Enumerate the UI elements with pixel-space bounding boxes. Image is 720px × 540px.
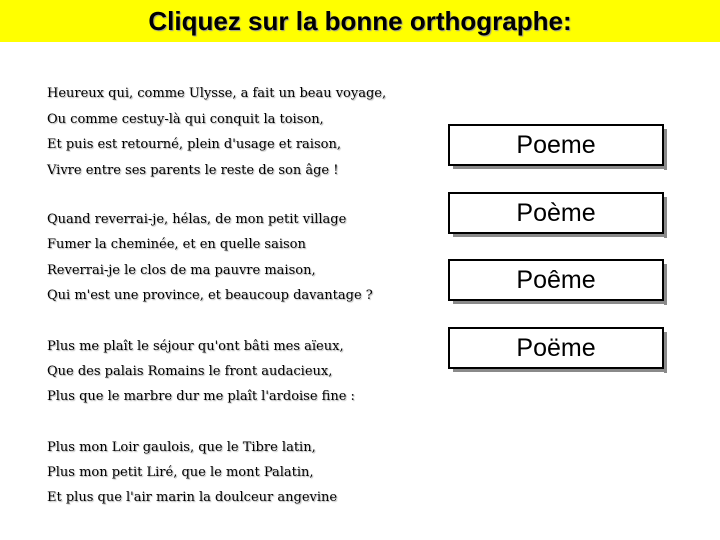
- choice-button-poeme-grave[interactable]: Poème: [448, 192, 664, 234]
- page-title: Cliquez sur la bonne orthographe:: [148, 5, 572, 36]
- choice-button-poeme-diaeresis[interactable]: Poëme: [448, 327, 664, 369]
- poem-line: Vivre entre ses parents le reste de son âge !: [47, 163, 339, 178]
- choice-button-poeme[interactable]: Poeme: [448, 124, 664, 166]
- poem-line: Et puis est retourné, plein d'usage et raison,: [47, 137, 341, 152]
- poem-line: Reverrai-je le clos de ma pauvre maison,: [47, 263, 316, 278]
- poem-line: Que des palais Romains le front audacieux,: [47, 364, 333, 379]
- poem-line: Quand reverrai-je, hélas, de mon petit village: [47, 212, 347, 227]
- poem-line: Plus mon Loir gaulois, que le Tibre latin,: [47, 440, 316, 455]
- choice-button-poeme-circumflex[interactable]: Poême: [448, 259, 664, 301]
- poem-line: Plus que le marbre dur me plaît l'ardoise fine :: [47, 389, 355, 404]
- poem-line: Ou comme cestuy-là qui conquit la toison,: [47, 112, 324, 127]
- poem-line: Plus me plaît le séjour qu'ont bâti mes aïeux,: [47, 339, 344, 354]
- poem-line: Heureux qui, comme Ulysse, a fait un beau voyage,: [47, 86, 387, 101]
- poem-line: Et plus que l'air marin la doulceur angevine: [47, 490, 338, 505]
- poem-line: Qui m'est une province, et beaucoup davantage ?: [47, 288, 373, 303]
- poem-line: Plus mon petit Liré, que le mont Palatin,: [47, 465, 314, 480]
- poem-line: Fumer la cheminée, et en quelle saison: [47, 237, 306, 252]
- title-bar: [0, 0, 720, 42]
